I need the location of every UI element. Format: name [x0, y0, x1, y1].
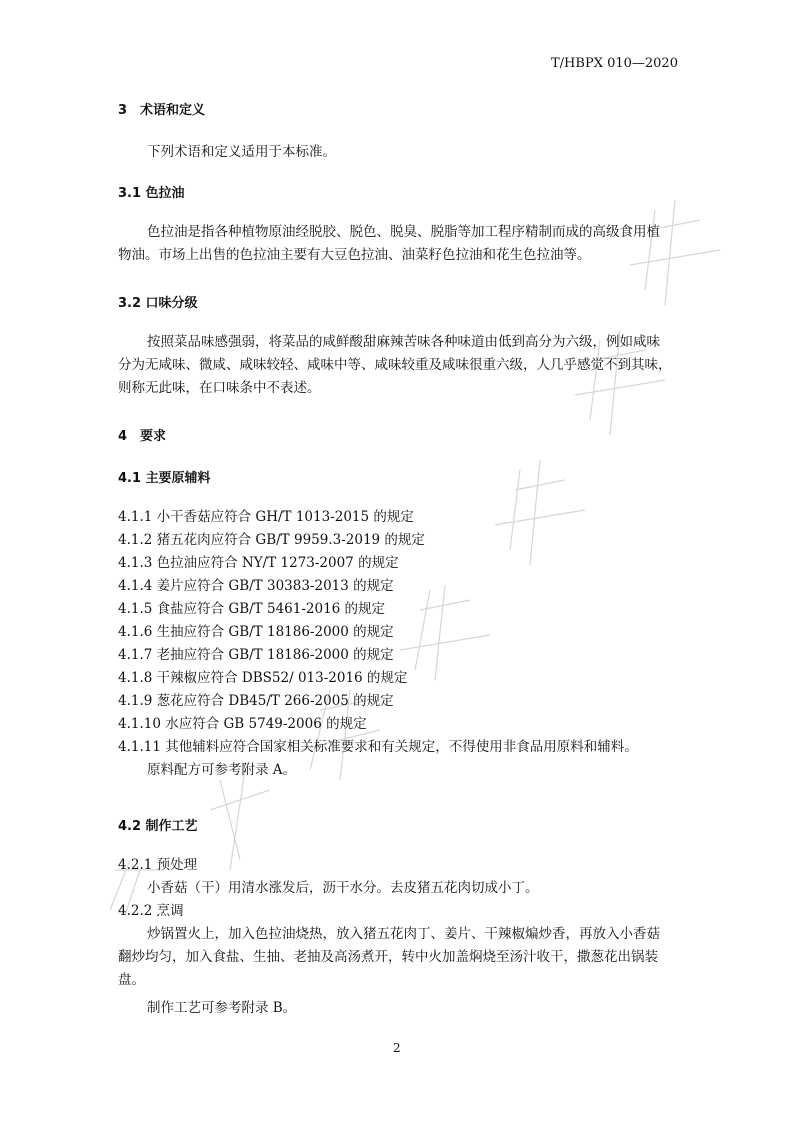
process-section	[118, 854, 683, 1020]
paragraph-line: 炒锅置火上，加入色拉油烧热，放入猪五花肉丁、姜片、干辣椒煸炒香，再放入小香菇	[147, 926, 660, 942]
list-item: 4.1.2 猪五花肉应符合 GB/T 9959.3-2019 的规定	[118, 532, 425, 548]
list-item: 4.1.11 其他辅料应符合国家相关标准要求和有关规定，不得使用非食品用原料和辅料。	[118, 739, 638, 755]
process-note: 制作工艺可参考附录 B。	[147, 1000, 297, 1016]
section-3-2-text	[118, 331, 683, 400]
list-item: 4.1.5 食盐应符合 GB/T 5461-2016 的规定	[118, 601, 386, 617]
list-item: 4.1.9 葱花应符合 DB45/T 266-2005 的规定	[118, 693, 394, 709]
page-number: 2	[393, 1041, 401, 1055]
list-item: 4.1.1 小干香菇应符合 GH/T 1013-2015 的规定	[118, 509, 414, 525]
list-item: 4.1.6 生抽应符合 GB/T 18186-2000 的规定	[118, 624, 394, 640]
section-3-title: 3 术语和定义	[118, 103, 206, 118]
list-item: 4.1.4 姜片应符合 GB/T 30383-2013 的规定	[118, 578, 394, 594]
section-4-2-1-text: 小香菇（干）用清水涨发后，沥干水分。去皮猪五花肉切成小丁。	[147, 880, 539, 896]
section-3-2-title: 3.2 口味分级	[118, 296, 198, 311]
section-3-intro: 下列术语和定义适用于本标准。	[147, 144, 336, 160]
section-4-2-1-title: 4.2.1 预处理	[118, 857, 198, 873]
section-4-2-title: 4.2 制作工艺	[118, 819, 198, 834]
list-item: 4.1.8 干辣椒应符合 DBS52/ 013-2016 的规定	[118, 670, 408, 686]
section-3-1-text	[118, 221, 683, 267]
raw-materials-list	[118, 506, 683, 782]
section-3-1-title: 3.1 色拉油	[118, 186, 185, 201]
section-4-title: 4 要求	[118, 429, 167, 444]
document-number: T/HBPX 010—2020	[551, 56, 678, 71]
paragraph-line: 色拉油是指各种植物原油经脱胶、脱色、脱臭、脱脂等加工程序精制而成的高级食用植	[147, 224, 660, 240]
list-item: 4.1.10 水应符合 GB 5749-2006 的规定	[118, 716, 367, 732]
paragraph-line: 物油。市场上出售的色拉油主要有大豆色拉油、油菜籽色拉油和花生色拉油等。	[118, 247, 591, 263]
paragraph-line: 盘。	[118, 972, 145, 988]
paragraph-line: 则称无此味，在口味条中不表述。	[118, 380, 321, 396]
paragraph-line: 按照菜品味感强弱，将菜品的咸鲜酸甜麻辣苦味各种味道由低到高分为六级，例如咸味	[147, 334, 660, 350]
paragraph-line: 分为无咸味、微咸、咸味较轻、咸味中等、咸味较重及咸味很重六级，人几乎感觉不到其味，	[118, 357, 672, 373]
list-item: 4.1.3 色拉油应符合 NY/T 1273-2007 的规定	[118, 555, 399, 571]
paragraph-line: 翻炒均匀，加入食盐、生抽、老抽及高汤煮开，转中火加盖焖烧至汤汁收干，撒葱花出锅装	[118, 949, 658, 965]
list-item: 4.1.7 老抽应符合 GB/T 18186-2000 的规定	[118, 647, 394, 663]
section-4-1-title: 4.1 主要原辅料	[118, 471, 211, 486]
formula-note: 原料配方可参考附录 A。	[147, 762, 297, 778]
section-4-2-2-title: 4.2.2 烹调	[118, 903, 184, 919]
